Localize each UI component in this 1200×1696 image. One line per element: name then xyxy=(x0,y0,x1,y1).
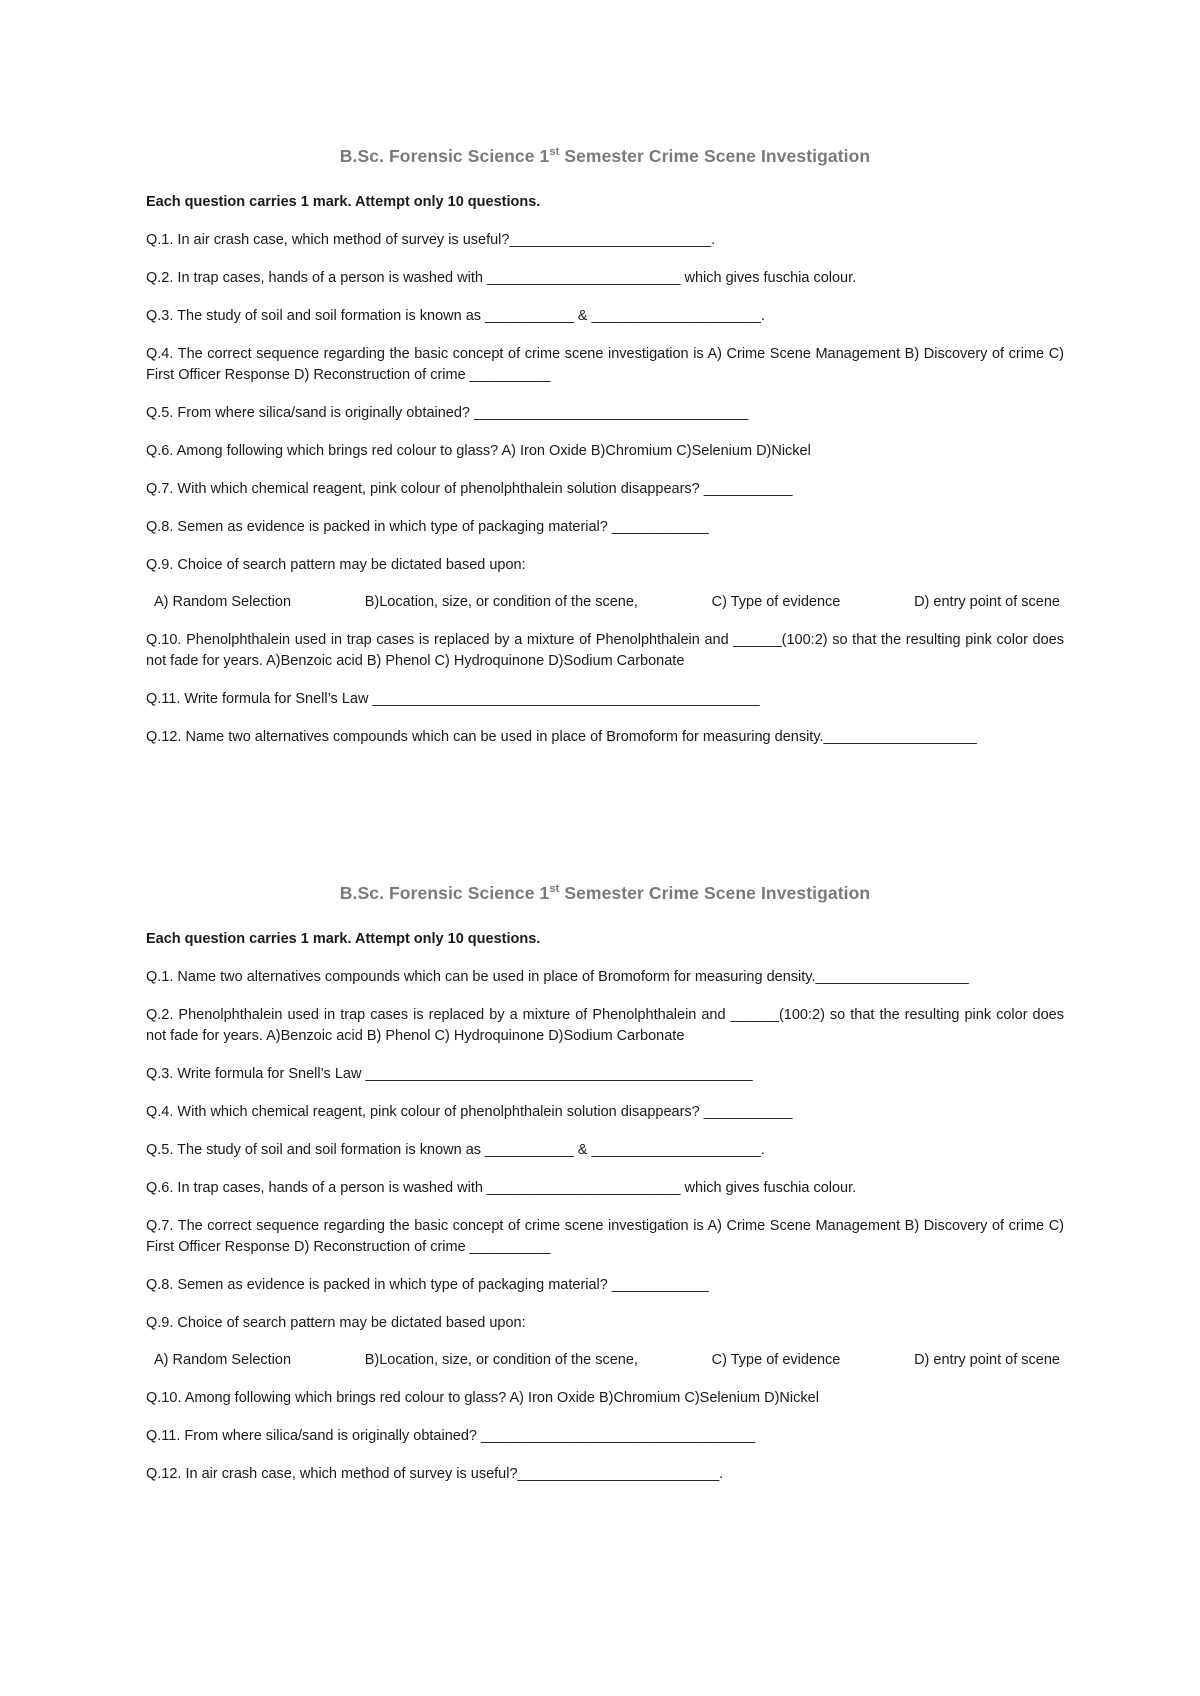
question-12: Q.12. In air crash case, which method of survey is useful?_________________________. xyxy=(146,1466,724,1482)
option-a: A) Random Selection xyxy=(154,1352,292,1368)
question-1: Q.1. Name two alternatives compounds which can be used in place of Bromoform for measuring density.___________________ xyxy=(146,969,969,985)
question-4: Q.4. With which chemical reagent, pink colour of phenolphthalein solution disappears? ___________ xyxy=(146,1104,793,1120)
question-paper-2 xyxy=(146,883,1064,1502)
question-5: Q.5. From where silica/sand is originally obtained? __________________________________ xyxy=(146,405,749,421)
option-b: B)Location, size, or condition of the scene, xyxy=(364,594,638,610)
question-9-options xyxy=(146,1350,1064,1371)
question-6: Q.6. Among following which brings red colour to glass? A) Iron Oxide B)Chromium C)Selenium D)Nickel xyxy=(146,443,811,459)
question-10: Q.10. Among following which brings red colour to glass? A) Iron Oxide B)Chromium C)Selenium D)Nickel xyxy=(146,1390,819,1406)
question-3: Q.3. Write formula for Snell’s Law ________________________________________________ xyxy=(146,1066,753,1082)
question-4: Q.4. The correct sequence regarding the basic concept of crime scene investigation is A) Crime Scene Management B) Discovery of crime C) First Officer Response D) Reconstruction of crime __________ xyxy=(146,346,1064,383)
question-8: Q.8. Semen as evidence is packed in which type of packaging material? ____________ xyxy=(146,1277,709,1293)
question-3: Q.3. The study of soil and soil formation is known as ___________ & _____________________. xyxy=(146,308,765,324)
option-c: C) Type of evidence xyxy=(711,1352,841,1368)
question-paper-1 xyxy=(146,146,1064,765)
question-7: Q.7. With which chemical reagent, pink colour of phenolphthalein solution disappears? ___________ xyxy=(146,481,793,497)
question-9: Q.9. Choice of search pattern may be dictated based upon: xyxy=(146,557,526,573)
question-6: Q.6. In trap cases, hands of a person is washed with ________________________ which gives fuschia colour. xyxy=(146,1180,857,1196)
paper-title: B.Sc. Forensic Science 1st Semester Crime Scene Investigation xyxy=(339,883,871,903)
instructions: Each question carries 1 mark. Attempt only 10 questions. xyxy=(146,194,541,210)
instructions: Each question carries 1 mark. Attempt only 10 questions. xyxy=(146,931,541,947)
question-10: Q.10. Phenolphthalein used in trap cases is replaced by a mixture of Phenolphthalein and ______(100:2) so that the resulting pink color does not fade for years. A)Benzoic acid B) Phenol C) Hydroquinone D)Sodium Carbonate xyxy=(146,632,1064,669)
question-1: Q.1. In air crash case, which method of survey is useful?_________________________. xyxy=(146,232,716,248)
question-2: Q.2. In trap cases, hands of a person is washed with ________________________ which gives fuschia colour. xyxy=(146,270,857,286)
question-2: Q.2. Phenolphthalein used in trap cases is replaced by a mixture of Phenolphthalein and ______(100:2) so that the resulting pink color does not fade for years. A)Benzoic acid B) Phenol C) Hydroquinone D)Sodium Carbonate xyxy=(146,1007,1064,1044)
question-11: Q.11. Write formula for Snell’s Law ________________________________________________ xyxy=(146,691,760,707)
question-8: Q.8. Semen as evidence is packed in which type of packaging material? ____________ xyxy=(146,519,709,535)
question-5: Q.5. The study of soil and soil formation is known as ___________ & _____________________. xyxy=(146,1142,765,1158)
question-7: Q.7. The correct sequence regarding the basic concept of crime scene investigation is A) Crime Scene Management B) Discovery of crime C) First Officer Response D) Reconstruction of crime __________ xyxy=(146,1218,1064,1255)
option-c: C) Type of evidence xyxy=(711,594,841,610)
option-a: A) Random Selection xyxy=(154,594,292,610)
option-d: D) entry point of scene xyxy=(914,594,1060,610)
question-11: Q.11. From where silica/sand is originally obtained? __________________________________ xyxy=(146,1428,756,1444)
question-9: Q.9. Choice of search pattern may be dictated based upon: xyxy=(146,1315,526,1331)
question-9-options xyxy=(146,592,1064,613)
option-b: B)Location, size, or condition of the scene, xyxy=(364,1352,638,1368)
paper-title: B.Sc. Forensic Science 1st Semester Crime Scene Investigation xyxy=(339,146,871,166)
option-d: D) entry point of scene xyxy=(914,1352,1060,1368)
question-12: Q.12. Name two alternatives compounds which can be used in place of Bromoform for measuring density.___________________ xyxy=(146,729,977,745)
